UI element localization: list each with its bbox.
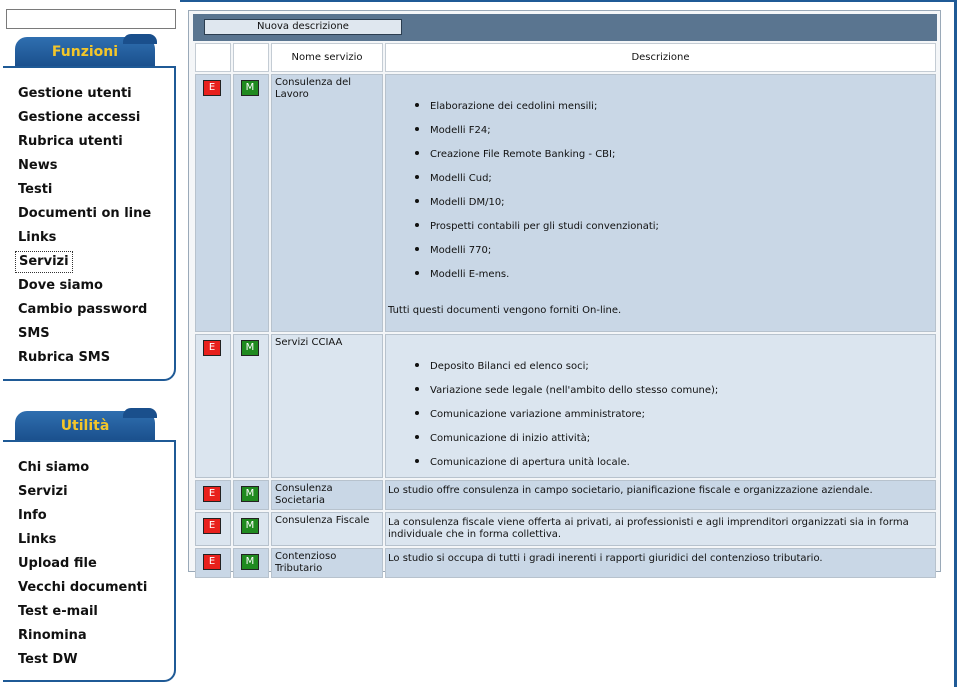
service-name: Consulenza Societaria [271, 480, 383, 510]
move-cell [233, 334, 269, 478]
services-table [193, 41, 938, 580]
description-text: Lo studio si occupa di tutti i gradi inerenti i rapporti giuridici del contenzioso tributario. [388, 553, 823, 564]
description-bullet: • Comunicazione variazione amministratore; [430, 401, 933, 425]
service-name: Consulenza Fiscale [271, 512, 383, 546]
table-row [195, 334, 936, 478]
menu-item-links[interactable]: Links [18, 230, 57, 245]
description-bullet: • Modelli DM/10; [430, 189, 933, 213]
description-bullet: • Comunicazione di inizio attività; [430, 425, 933, 449]
service-name: Servizi CCIAA [271, 334, 383, 478]
edit-cell [195, 480, 231, 510]
table-row [195, 512, 936, 546]
menu-item-gestione-accessi[interactable]: Gestione accessi [18, 110, 141, 125]
table-row [195, 548, 936, 578]
new-description-button[interactable]: Nuova descrizione [204, 19, 402, 35]
edit-cell [195, 548, 231, 578]
move-cell [233, 480, 269, 510]
header-move [233, 43, 269, 72]
utility-item-links[interactable]: Links [18, 532, 57, 547]
edit-cell [195, 74, 231, 332]
description-bullet-list [388, 93, 933, 285]
move-button[interactable]: M [241, 80, 259, 96]
move-button[interactable]: M [241, 518, 259, 534]
header-edit [195, 43, 231, 72]
personal-menu [15, 82, 154, 370]
menu-item-servizi[interactable]: Servizi [15, 251, 73, 273]
menu-item-gestione-utenti[interactable]: Gestione utenti [18, 86, 132, 101]
menu-item-news[interactable]: News [18, 158, 58, 173]
utility-item-test-e-mail[interactable]: Test e-mail [18, 604, 98, 619]
description-bullet: • Creazione File Remote Banking - CBI; [430, 141, 933, 165]
description-bullet: • Variazione sede legale (nell'ambito dello stesso comune); [430, 377, 933, 401]
top-border [180, 0, 957, 2]
description-bullet: • Modelli 770; [430, 237, 933, 261]
description-text: Tutti questi documenti vengono forniti On-line. [388, 305, 622, 316]
menu-item-testi[interactable]: Testi [18, 182, 53, 197]
utility-panel [3, 440, 176, 682]
description-text: La consulenza fiscale viene offerta ai privati, ai professionisti e agli imprenditori organizzati sia in forma individuale che in forma collettiva. [388, 517, 909, 540]
description-bullet: • Comunicazione di apertura unità locale. [430, 449, 933, 473]
utility-item-upload-file[interactable]: Upload file [18, 556, 97, 571]
utility-item-vecchi-documenti[interactable]: Vecchi documenti [18, 580, 148, 595]
table-header-row [195, 43, 936, 72]
service-name: Contenzioso Tributario [271, 548, 383, 578]
edit-button[interactable]: E [203, 518, 221, 534]
description-text: Lo studio offre consulenza in campo societario, pianificazione fiscale e organizzazione aziendale. [388, 485, 873, 496]
description-bullet: • Modelli F24; [430, 117, 933, 141]
header-description: Descrizione [385, 43, 936, 72]
edit-button[interactable]: E [203, 80, 221, 96]
service-description [385, 548, 936, 578]
utility-tab: Utilità [15, 411, 155, 441]
menu-item-dove-siamo[interactable]: Dove siamo [18, 278, 103, 293]
description-bullet-list [388, 353, 933, 473]
header-service-name: Nome servizio [271, 43, 383, 72]
menu-item-rubrica-utenti[interactable]: Rubrica utenti [18, 134, 123, 149]
move-cell [233, 74, 269, 332]
menu-item-sms[interactable]: SMS [18, 326, 50, 341]
description-bullet: • Deposito Bilanci ed elenco soci; [430, 353, 933, 377]
table-row [195, 74, 936, 332]
personal-functions-tab: Funzioni [15, 37, 155, 67]
services-toolbar [193, 14, 937, 41]
utility-item-servizi[interactable]: Servizi [18, 484, 68, 499]
service-description [385, 74, 936, 332]
utility-item-chi-siamo[interactable]: Chi siamo [18, 460, 90, 475]
utility-item-rinomina[interactable]: Rinomina [18, 628, 87, 643]
service-description [385, 512, 936, 546]
description-bullet: • Modelli Cud; [430, 165, 933, 189]
menu-item-rubrica-sms[interactable]: Rubrica SMS [18, 350, 111, 365]
edit-cell [195, 334, 231, 478]
description-bullet: • Modelli E-mens. [430, 261, 933, 285]
service-description [385, 480, 936, 510]
table-row [195, 480, 936, 510]
service-description [385, 334, 936, 478]
move-button[interactable]: M [241, 340, 259, 356]
description-bullet: • Prospetti contabili per gli studi convenzionati; [430, 213, 933, 237]
services-panel [188, 10, 941, 572]
service-name: Consulenza del Lavoro [271, 74, 383, 332]
utility-item-info[interactable]: Info [18, 508, 47, 523]
utility-menu [15, 456, 150, 672]
edit-button[interactable]: E [203, 554, 221, 570]
edit-cell [195, 512, 231, 546]
move-button[interactable]: M [241, 486, 259, 502]
edit-button[interactable]: E [203, 486, 221, 502]
edit-button[interactable]: E [203, 340, 221, 356]
move-cell [233, 548, 269, 578]
utility-item-test-dw[interactable]: Test DW [18, 652, 78, 667]
search-input[interactable] [6, 9, 176, 29]
move-button[interactable]: M [241, 554, 259, 570]
menu-item-cambio-password[interactable]: Cambio password [18, 302, 148, 317]
move-cell [233, 512, 269, 546]
menu-item-holder [15, 250, 154, 274]
menu-item-documenti-on-line[interactable]: Documenti on line [18, 206, 152, 221]
personal-functions-panel [3, 66, 176, 381]
description-bullet: • Elaborazione dei cedolini mensili; [430, 93, 933, 117]
